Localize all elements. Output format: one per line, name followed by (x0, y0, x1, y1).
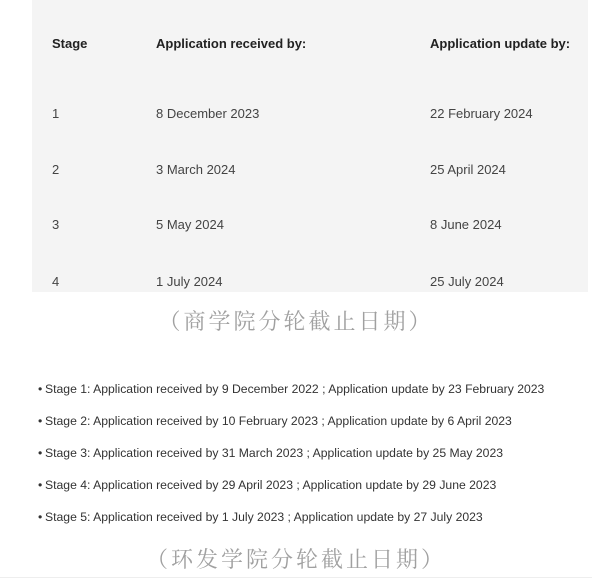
bullet-mark: • (38, 414, 43, 428)
environment-school-caption: （环发学院分轮截止日期） (145, 548, 446, 573)
list-item-text: Stage 4: Application received by 29 April 2023 ; Application update by 29 June 2023 (45, 478, 497, 492)
bullet-mark: • (38, 446, 43, 460)
table-row (32, 197, 588, 253)
table-header-row (32, 0, 588, 86)
list-item (38, 446, 544, 478)
list-item (38, 510, 544, 542)
table-row (32, 86, 588, 142)
stage-number: 3 (52, 217, 60, 233)
header-received-by: Application received by: (156, 35, 307, 51)
list-item-text: Stage 1: Application received by 9 December 2022 ; Application update by 23 February 2023 (45, 382, 545, 396)
received-date: 1 July 2024 (156, 273, 223, 289)
bullet-mark: • (38, 510, 43, 524)
update-date: 22 February 2024 (430, 106, 533, 122)
business-deadline-table (32, 0, 588, 342)
environment-deadline-list (38, 382, 544, 542)
business-school-caption: （商学院分轮截止日期） (158, 310, 434, 335)
list-item-text: Stage 5: Application received by 1 July 2023 ; Application update by 27 July 2023 (45, 510, 483, 524)
stage-number: 2 (52, 161, 60, 177)
list-item-text: Stage 2: Application received by 10 February 2023 ; Application update by 6 April 2023 (45, 414, 512, 428)
header-update-by: Application update by: (430, 35, 571, 51)
received-date: 5 May 2024 (156, 217, 224, 233)
stage-number: 1 (52, 106, 60, 122)
stage-number: 4 (52, 273, 60, 289)
bullet-mark: • (38, 478, 43, 492)
update-date: 25 July 2024 (430, 273, 504, 289)
update-date: 8 June 2024 (430, 217, 502, 233)
business-deadline-table-panel (32, 0, 588, 292)
list-item (38, 382, 544, 414)
table-row (32, 142, 588, 198)
header-stage: Stage (52, 35, 88, 51)
list-item (38, 478, 544, 510)
received-date: 8 December 2023 (156, 106, 260, 122)
list-item-text: Stage 3: Application received by 31 March 2023 ; Application update by 25 May 2023 (45, 446, 504, 460)
bullet-mark: • (38, 382, 43, 396)
update-date: 25 April 2024 (430, 161, 506, 177)
received-date: 3 March 2024 (156, 161, 236, 177)
list-item (38, 414, 544, 446)
